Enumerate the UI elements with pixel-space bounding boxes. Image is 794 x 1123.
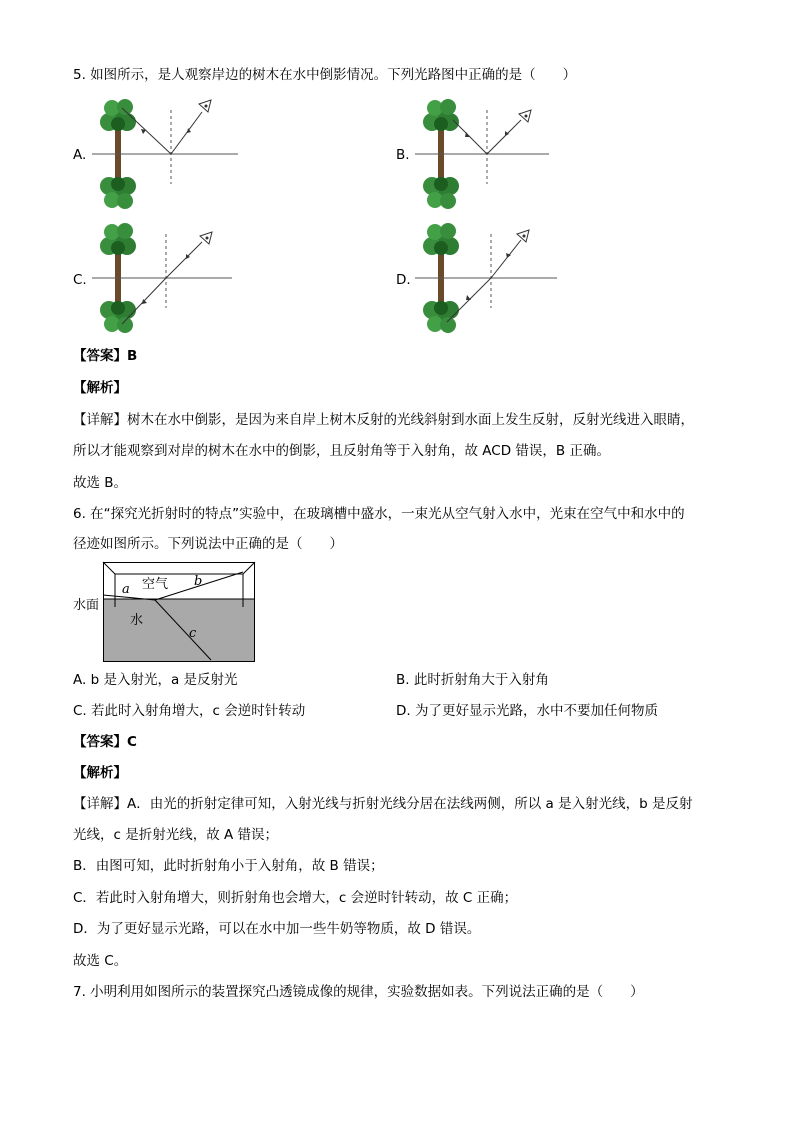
q6-detail-line-5: D．为了更好显示光路，可以在水中加一些牛奶等物质，故 D 错误。: [73, 921, 481, 937]
q6-option-a: A. b 是入射光，a 是反射光: [73, 672, 238, 688]
q6-ray-c-label: c: [189, 626, 197, 641]
q6-detail-line-4: C．若此时入射角增大，则折射角也会增大，c 会逆时针转动，故 C 正确；: [73, 890, 518, 906]
q6-analysis-heading: 【解析】: [73, 765, 127, 781]
q6-detail-line-3: B．由图可知，此时折射角小于入射角，故 B 错误；: [73, 858, 384, 874]
q7-stem: 7. 小明利用如图所示的装置探究凸透镜成像的规律，实验数据如表。下列说法正确的是（ ）: [73, 984, 644, 1000]
q6-water-surface-label: 水面: [73, 598, 100, 613]
q5-option-b-label: B.: [396, 147, 410, 163]
q6-option-d: D. 为了更好显示光路，水中不要加任何物质: [396, 703, 658, 719]
q5-option-c-diagram: [92, 222, 242, 334]
q6-glass-tank-diagram: [103, 562, 255, 662]
q6-detail-line-2: 光线，c 是折射光线，故 A 错误；: [73, 827, 279, 843]
q6-ray-b-label: b: [194, 574, 203, 589]
q6-stem-line-1: 6. 在“探究光折射时的特点”实验中，在玻璃槽中盛水，一束光从空气射入水中，光束在空气中和水中的: [73, 506, 685, 522]
q6-stem-line-2: 径迹如图所示。下列说法中正确的是（ ）: [73, 536, 343, 552]
q5-conclusion: 故选 B。: [73, 475, 128, 491]
q5-detail-line-2: 所以才能观察到对岸的树木在水中的倒影，且反射角等于入射角，故 ACD 错误，B 正确。: [73, 443, 610, 459]
q6-conclusion: 故选 C。: [73, 953, 128, 969]
q5-option-a-diagram: [92, 98, 242, 210]
q6-water-label: 水: [130, 613, 144, 628]
q5-option-c-label: C.: [73, 272, 87, 288]
q5-option-d-label: D.: [396, 272, 411, 288]
q6-answer: 【答案】C: [73, 734, 137, 750]
q5-option-d-diagram: [415, 222, 565, 334]
q5-detail-line-1: 【详解】树木在水中倒影，是因为来自岸上树木反射的光线斜射到水面上发生反射，反射光线进入眼睛，: [73, 412, 694, 428]
q5-option-a-label: A.: [73, 147, 87, 163]
q5-analysis-heading: 【解析】: [73, 380, 127, 396]
q6-ray-a-label: a: [122, 582, 130, 597]
q6-air-label: 空气: [142, 577, 169, 592]
q6-detail-line-1: 【详解】A．由光的折射定律可知，入射光线与折射光线分居在法线两侧，所以 a 是入射光线，b 是反射: [73, 796, 693, 812]
q5-option-b-diagram: [415, 98, 565, 210]
q6-option-c: C. 若此时入射角增大，c 会逆时针转动: [73, 703, 306, 719]
q5-answer: 【答案】B: [73, 348, 138, 364]
q5-stem: 5. 如图所示，是人观察岸边的树木在水中倒影情况。下列光路图中正确的是（ ）: [73, 67, 577, 83]
q6-option-b: B. 此时折射角大于入射角: [396, 672, 549, 688]
